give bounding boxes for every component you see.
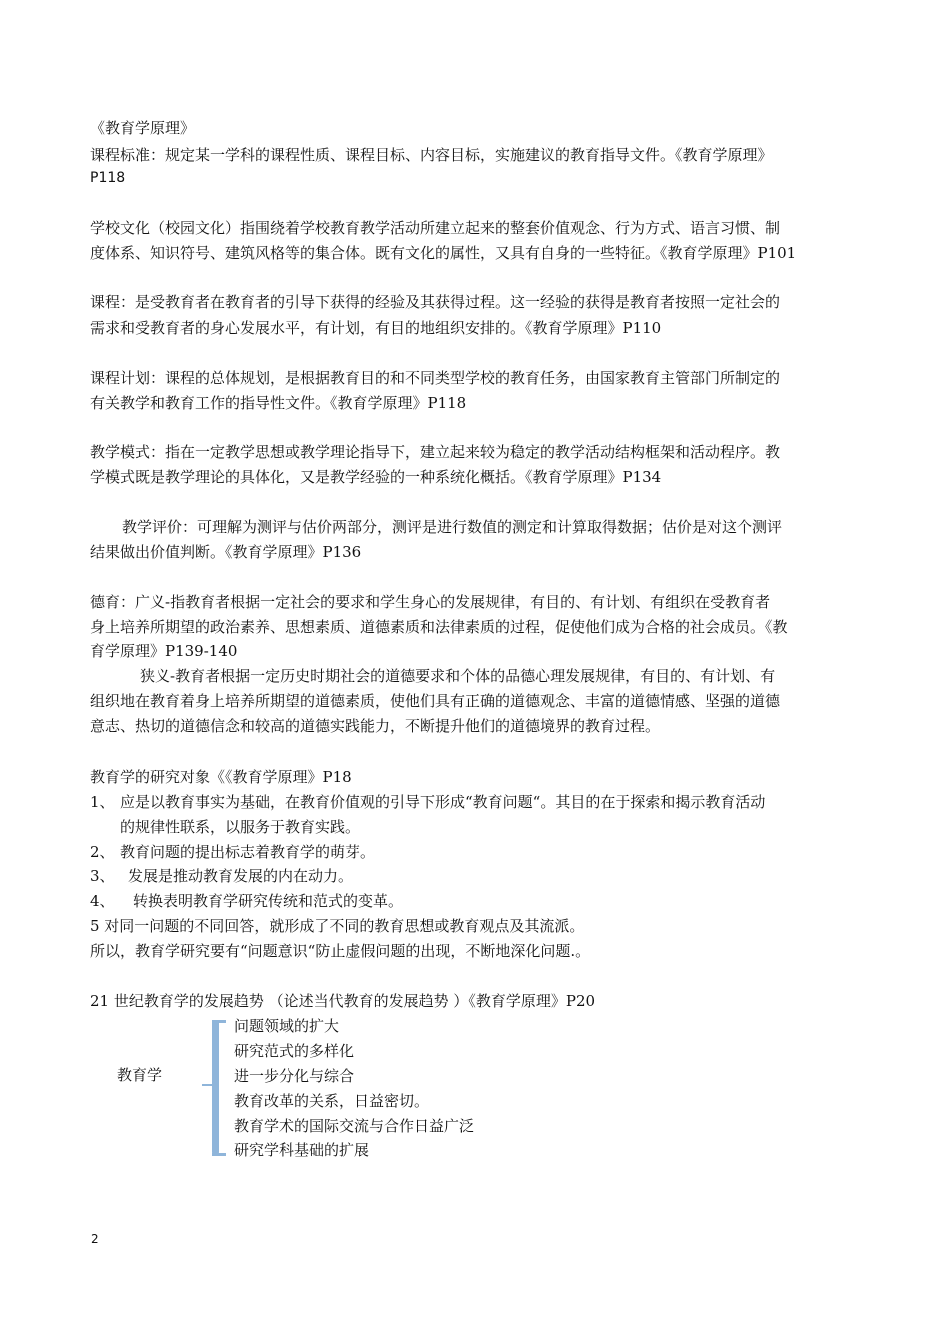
list-number: 2、 xyxy=(90,843,115,861)
para-curriculum-plan-l1: 课程计划：课程的总体规划，是根据教育目的和不同类型学校的教育任务，由国家教育主管部门所制定的 xyxy=(90,369,781,387)
list-item-5: 5 对同一问题的不同回答，就形成了不同的教育思想或教育观点及其流派。 xyxy=(90,917,585,935)
list-number: 4、 xyxy=(90,892,115,910)
bracket-bar xyxy=(212,1020,219,1154)
diagram-branch: 研究学科基础的扩展 xyxy=(234,1141,370,1159)
list-item-1-l2: 的规律性联系，以服务于教育实践。 xyxy=(120,818,361,836)
diagram-branch: 教育改革的关系，日益密切。 xyxy=(234,1092,430,1110)
para-moral-broad-l1: 德育：广义-指教育者根据一定社会的要求和学生身心的发展规律，有目的、有计划、有组织在受教育者 xyxy=(90,593,771,611)
list-number: 3、 xyxy=(90,867,115,885)
para-teaching-model-l2: 学模式既是教学理论的具体化，又是教学经验的一种系统化概括。《教育学原理》P134 xyxy=(90,468,662,486)
para-moral-broad-l2: 身上培养所期望的政治素养、思想素质、道德素质和法律素质的过程，促使他们成为合格的社会成员。《教 xyxy=(90,618,788,636)
para-moral-narrow-l1: 狭义-教育者根据一定历史时期社会的道德要求和个体的品德心理发展规律，有目的、有计划、有 xyxy=(140,667,776,685)
heading: 《教育学原理》 xyxy=(90,119,196,137)
list-item-2: 教育问题的提出标志着教育学的萌芽。 xyxy=(120,843,376,861)
diagram-branch: 问题领域的扩大 xyxy=(234,1017,340,1035)
para-school-culture-l1: 学校文化（校园文化）指围绕着学校教育教学活动所建立起来的整套价值观念、行为方式、语言习惯、制 xyxy=(90,219,781,237)
bracket-cap-top xyxy=(212,1020,226,1023)
research-conclusion: 所以，教育学研究要有“问题意识“防止虚假问题的出现，不断地深化问题.。 xyxy=(90,942,591,960)
para-teaching-model-l1: 教学模式：指在一定教学思想或教学理论指导下，建立起来较为稳定的教学活动结构框架和活动程序。教 xyxy=(90,443,781,461)
diagram-branch: 进一步分化与综合 xyxy=(234,1067,355,1085)
para-moral-narrow-l2: 组织地在教育着身上培养所期望的道德素质，使他们具有正确的道德观念、丰富的道德情感、坚强的道德 xyxy=(90,692,781,710)
para-moral-broad-l3: 育学原理》P139-140 xyxy=(90,642,238,660)
para-curriculum-l2: 需求和受教育者的身心发展水平，有计划，有目的地组织安排的。《教育学原理》P110 xyxy=(90,319,662,337)
diagram-branch: 教育学术的国际交流与合作日益广泛 xyxy=(234,1117,475,1135)
list-item-3: 发展是推动教育发展的内在动力。 xyxy=(128,867,354,885)
para-curriculum-l1: 课程：是受教育者在教育者的引导下获得的经验及其获得过程。这一经验的获得是教育者按照一定社会的 xyxy=(90,293,781,311)
para-school-culture-l2: 度体系、知识符号、建筑风格等的集合体。既有文化的属性，又具有自身的一些特征。《教育学原理》P101 xyxy=(90,244,797,262)
para-moral-narrow-l3: 意志、热切的道德信念和较高的道德实践能力，不断提升他们的道德境界的教育过程。 xyxy=(90,717,661,735)
para-evaluation-l2: 结果做出价值判断。《教育学原理》P136 xyxy=(90,543,362,561)
para-curriculum-standard-l2: P118 xyxy=(90,170,126,186)
bracket-cap-bottom xyxy=(212,1153,226,1156)
page-number: 2 xyxy=(91,1232,99,1246)
list-item-4: 转换表明教育学研究传统和范式的变革。 xyxy=(133,892,404,910)
bracket-connector xyxy=(202,1084,212,1086)
para-curriculum-standard-l1: 课程标准：规定某一学科的课程性质、课程目标、内容目标，实施建议的教育指导文件。《教育学原理》 xyxy=(90,146,773,164)
para-evaluation-l1: 教学评价：可理解为测评与估价两部分，测评是进行数值的测定和计算取得数据；估价是对这个测评 xyxy=(122,518,783,536)
diagram-branch: 研究范式的多样化 xyxy=(234,1042,355,1060)
research-title: 教育学的研究对象《《教育学原理》P18 xyxy=(90,768,352,786)
diagram-root-label: 教育学 xyxy=(117,1066,163,1084)
list-number: 1、 xyxy=(90,793,115,811)
list-item-1-l1: 应是以教育事实为基础，在教育价值观的引导下形成“教育问题“。其目的在于探索和揭示教育活动 xyxy=(120,793,766,811)
trends-title: 21 世纪教育学的发展趋势 （论述当代教育的发展趋势 ）《教育学原理》P20 xyxy=(90,992,596,1010)
para-curriculum-plan-l2: 有关教学和教育工作的指导性文件。《教育学原理》P118 xyxy=(90,394,467,412)
